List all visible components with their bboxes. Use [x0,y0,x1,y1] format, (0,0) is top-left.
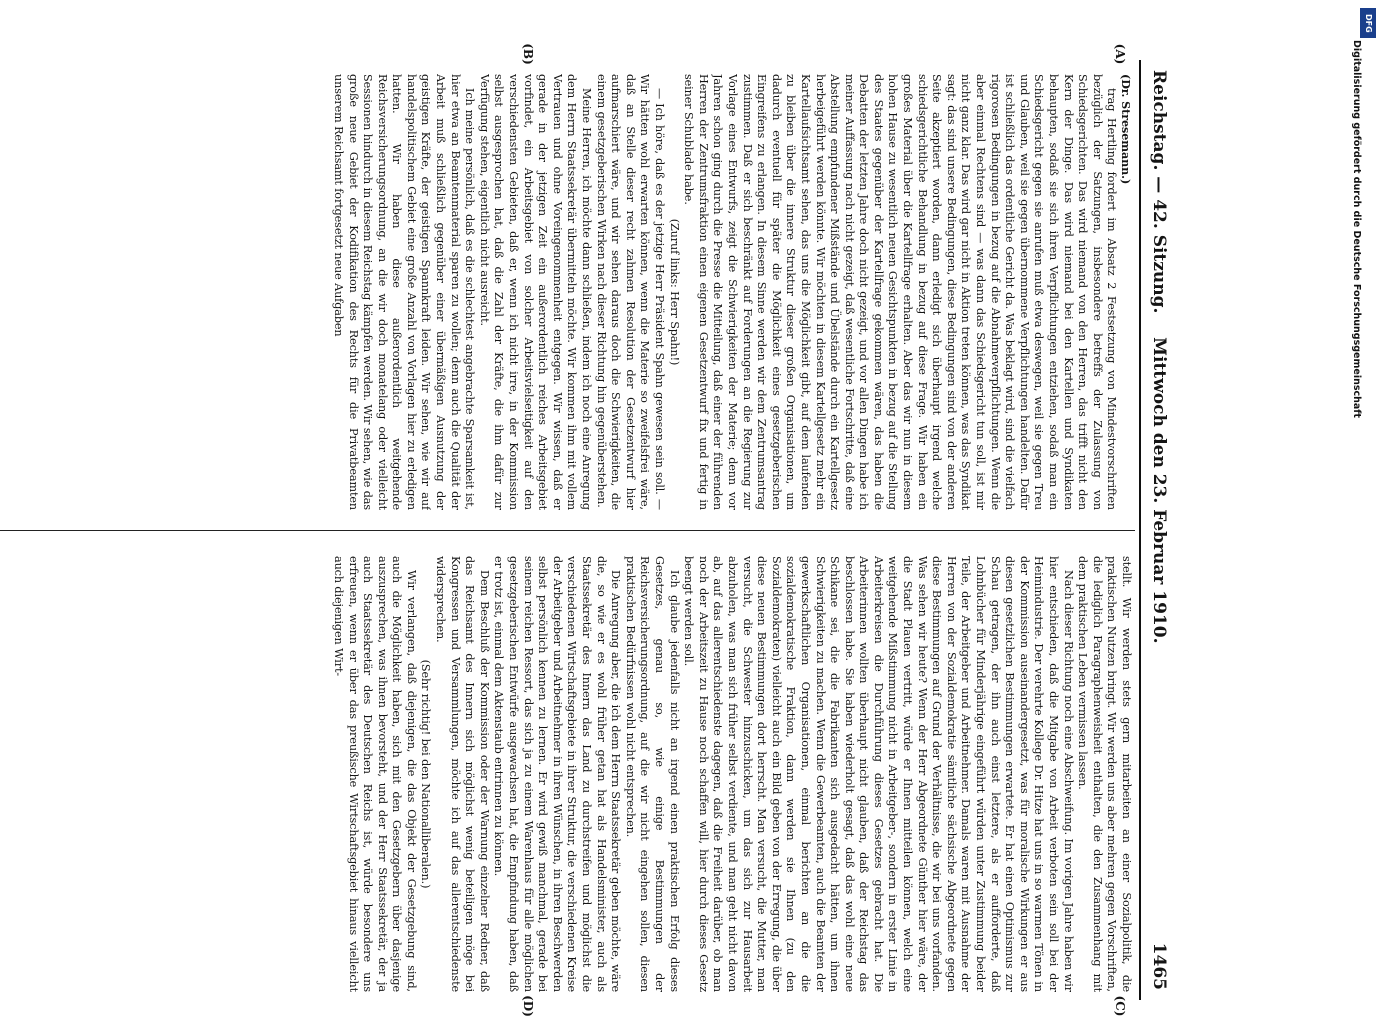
margin-marker-b: (B) [521,43,535,65]
paragraph: Nach dieser Richtung noch eine Abschweifung. Im vorigen Jahre haben wir hier entschieden, daß die Mitgabe von Arbeit verboten sein soll bei der Heimindustrie. Der verehrte Kollege Dr. Hitze hat uns in so warmen Tönen in der Kommission auseinandergesetzt, was für moralische Wirkungen er aus diesen gesetzlichen Bestimmungen erwartete. Er hat einen Optimismus zur Schau getragen, der ihn auch einst letztere, als er aufforderte, daß Lohnbücher für Minderjährige eingeführt würden unter Zustimmung beider Teile, der Arbeitgeber und Arbeitnehmer. Damals waren mit Ausnahme der Herren von der Sozialdemokratie sämtliche sächsische Abgeordnete gegen diese Bestimmungen auf Grund der Verhältnisse, die wir bei uns vorfanden. Was sehen wir heute? Wenn der Herr Abgeordnete Günther hier wäre, der die Stadt Plauen vertritt, würde er Ihnen mitteilen können, welch eine weitgehende Mißstimmung nicht in Arbeitgeber-, sondern in erster Linie in Arbeiterkreisen die Durchführung dieses Gesetzes gebracht hat. Die Arbeiterinnen wollten überhaupt nicht glauben, daß der Reichstag das beschlossen habe. Sie haben wiederholt gesagt, daß das wohl eine neue Schikane sei, die die Fabrikanten sich ausgedacht hätten, um ihnen Schwierigkeiten zu machen. Wenn die Gewerbeamten, auch die Beamten der gewerkschaftlichen Organisationen, einmal berichten an die die sozialdemokratische Fraktion, dann werden sie Ihnen (zu den Sozialdemokraten) vielleicht auch ein Bild geben von der Erregung, die über diese neuen Bestimmungen dort herrscht. Man versucht, die Mutter, man versucht, die Schwester hinzuschicken, um das sich zur Hausarbeit abzuholen, was man sich früher selbst verdiente, und man geht nicht davon ab, auf das allerentschiedenste dagegen, daß die Freiheit darüber, ob man noch der Arbeitszeit zu Hause noch schaffen will, hier durch dieses Gesetz beengt werden soll. [682,556,1075,992]
paragraph: Wir verlangen, daß diejenigen, die das Objekt der Gesetzgebung sind, auch die Möglichkeit haben, sich mit den Gesetzgebern über dasjenige auszusprechen, was ihnen bevorsteht, und der Herr Staatssekretär, der ja auch Staatssekretär des Deutschen Reichs ist, würde besondere uns erfreuen, wenn er über das preußische Wirtschaftsgebiet hinaus vielleicht auch diejenigen Wirt- [331,556,418,992]
paragraph: trag Hertling fordert im Absatz 2 Festsetzung von Mindestvorschriften bezüglich der Satzungen, insbesondere betreffs der Zulassung von Schiedsgerichten. Das wird niemand von den Herren, das trifft nicht den Kern der Dinge. Das wird niemand bei den Kartellen und Syndikaten behaupten, sodaß sie sich ihren Verpflichtungen entziehen, sodaß man ein Schiedsgericht gegen sie anrufen muß etwa deswegen, weil sie gegen Treu und Glauben, weil sie gegen übernommene Verpflichtungen handelten. Dafür ist schließlich das ordentliche Gericht da. Was beklagt wird, sind die vielfach rigorosen Bedingungen in bezug auf die Abnahmeverpflichtungen. Wenn die aber einmal Rechtens sind — was dann das Schiedsgericht tun soll, ist mir nicht ganz klar. Das wird gar nicht in Aktion treten können, was das Syndikat sagt: das sind unsere Bedingungen, diese Bedingungen sind von der anderen Seite akzeptiert worden, dann erledigt sich überhaupt irgend welche schiedsgerichtliche Behandlung in bezug auf diese Frage. Wir haben ein großes Material über die Kartellfrage erhalten. Aber das wir nun in diesem hohen Hause zu wesentlich neuen Gesichtspunkten in bezug auf die Stellung des Staates gegenüber der Kartellfrage gekommen wären, das haben die Debatten der letzten Jahre doch nicht gezeigt, und vor allen Dingen habe ich meiner Auffassung nach nicht gezeigt, daß wesentliche Fortschritte, daß eine Abstellung empfundener Mißstände und Übelstände durch ein Kartellgesetz herbeigeführt werden könnte. Wir möchten in diesem Kartellgesetz mehr ein Kartellaufsichtsamt sehen, das uns die Möglichkeit gibt, auf dem laufenden zu bleiben über die innere Struktur dieser großen Organisationen, um dadurch eventuell für später die Möglichkeit eines gesetzgeberischen Eingreifens zu erlangen. In diesem Sinne werden wir dem Zentrumsantrag zustimmen. Daß er sich beschränkt auf Forderungen an die Regierung zur Vorlage eines Entwurfs, zeigt die Schwierigkeiten der Materie; denn vor Jahren schon ging durch die Presse die Mitteilung, daß einer der führenden Herren der Zentrumsfraktion einen eigenen Gesetzentwurf fix und fertig in seiner Schublade habe. [682,74,1119,510]
page-number: 1465 [1149,942,1169,990]
paragraph: Ich glaube jedenfalls nicht an irgend einen praktischen Erfolg dieses Gesetzes, genau so, wie einige Bestimmungen der Reichsversicherungsordnung, auf die wir nicht eingehen sollen, diesen praktischen Bedürfnissen wohl nicht entsprechen. [623,556,681,992]
right-column [0,556,1133,992]
margin-marker-a: (A) [1113,43,1127,65]
interjection: (Zuruf links: Herr Spahn!) [667,218,681,366]
digitization-credit: Digitalisierung gefördert durch die Deutsche Forschungsgemeinschaft [1351,40,1362,418]
rotated-scan-sheet [0,43,1175,1017]
paragraph: Ich meine persönlich, daß es die schlechtest angebrachte Sparsamkeit ist, hier etwa an Beamtenmaterial sparen zu wollen; denn auch die Qualität der Arbeit muß schließlich gegenüber einer übermäßigen Ausnutzung der geistigen Kräfte, der geistigen Spannkraft leiden. Wir sehen, wie wir auf handelspolitischem Gebiet eine große Anzahl von Vorlagen hier zu erledigen hatten. Wir haben diese außerordentlich weitgehende Reichsversicherungsordnung, an die wir doch monatelang oder vielleicht Sessionen hindurch in diesem Reichstag kämpfen werden. Wir sehen, wie das große neue Gebiet der Kodifikation des Rechts für die Privatbeamten unserem Reichsamt fortgesetzt neue Aufgaben [331,74,477,510]
column-divider [0,530,1135,531]
dfg-logo: DFG [1360,8,1376,38]
paragraph: Meine Herren, ich möchte dann schließen, indem ich noch eine Anregung dem Herrn Staatssekretär übermitteln möchte. Wir kommen ihm mit vollem Vertrauen und ohne Voreingenommenheit entgegen. Wir wissen, daß er gerade in der jetzigen Zeit ein außerordentlich reiches Arbeitsgebiet vorfindet, ein Arbeitsgebiet von solcher Arbeitsvielseitigkeit auf den verschiedensten Gebieten, daß er, wenn ich nicht irre, in der Kommission selbst ausgesprochen hat, daß die Zahl der Kräfte, die ihm dafür zur Verfügung stehen, eigentlich nicht ausreicht. [477,74,594,510]
margin-marker-c: (C) [1113,995,1127,1017]
paragraph: Dem Beschluß der Kommission oder der Warnung einzelner Redner, daß das Reichsamt des Innern sich möglichst wenig beteiligen möge bei Kongressen und Versammlungen, möchte ich auf das allerentschiedenste widersprechen. [434,556,491,992]
header-left [1149,70,1169,644]
header-date: Mittwoch den 23. Februar 1910. [1149,337,1169,644]
paragraph: — Ich höre, daß es der jetzige Herr Präsident Spahn gewesen sein soll. — Wir hätten wohl erwarten können, wenn die Materie so zweifelsfrei wäre, daß an Stelle dieser recht zahmen Resolution der Gesetzentwurf hier aufmarschiert wäre, und wir sehen daraus doch die Schwierigkeiten, die einem gesetzgeberischen Wirken nach dieser Richtung hin gegenüberstehen. [594,74,666,510]
speaker-label: (Dr. Stresemann.) [1119,74,1133,185]
page-header [1139,60,1175,1000]
header-session: Reichstag. — 42. Sitzung. [1149,70,1169,314]
paragraph: Die Anregung aber, die ich dem Herrn Staatssekretär geben möchte, wäre die, so wie er es wohl früher getan hat als Handelsminister, auch als Staatssekretär des Innern das Land zu durchstreifen und möglichst die verschiedenen Wirtschaftsgebiete in ihrer Struktur, die verschiedenen Kreise der Arbeitgeber und Arbeitnehmer in ihren Wünschen, in ihren Beschwerden selbst persönlich kennen zu lernen. Er wird gewiß manchmal, gerade bei seinem reichen Ressort, das sich ja zu einem Warenhaus für alle möglichen gesetzgeberischen Entwürfe ausgewachsen hat, die Empfindung haben, daß er trotz ist, einmal dem Aktenstaub entrinnen zu können. [492,556,623,992]
margin-marker-d: (D) [521,995,535,1017]
interjection: (Sehr richtig! bei den Nationalliberalen.) [419,659,433,889]
paragraph: stellt. Wir werden stets gern mitarbeiten an einer Sozialpolitik, die praktischen Nutzen bringt. Wir werden uns aber mehren gegen Vorschriften, die lediglich Paragraphenweisheit enthalten, die den Zusammenhang mit dem praktischen Leben vermissen lassen. [1076,556,1133,992]
left-column [0,74,1133,510]
